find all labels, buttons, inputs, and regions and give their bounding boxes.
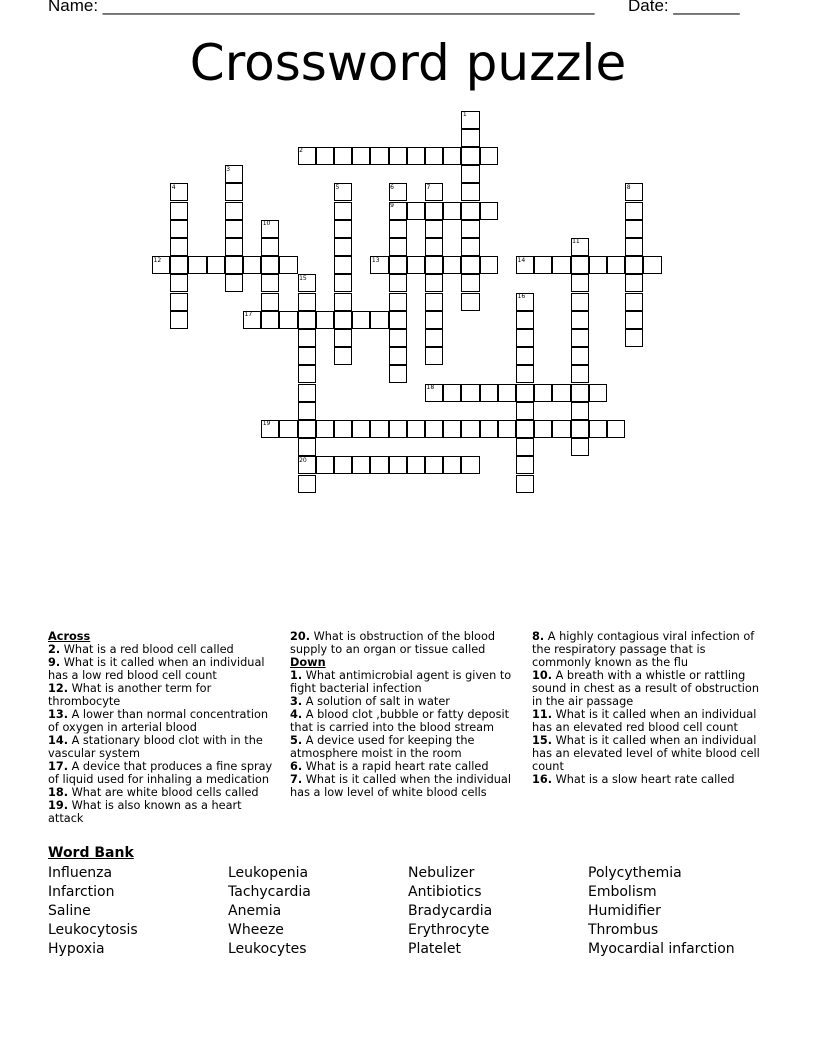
- grid-cell[interactable]: [443, 256, 461, 274]
- grid-cell[interactable]: [625, 274, 643, 292]
- grid-cell[interactable]: [461, 147, 479, 165]
- grid-cell[interactable]: [352, 311, 370, 329]
- clue-text: A lower than normal concentration of oxygen in arterial blood: [48, 708, 269, 734]
- grid-cell[interactable]: [461, 274, 479, 292]
- grid-cell[interactable]: [516, 311, 534, 329]
- clue-item: [290, 734, 522, 760]
- clue-number-label: 2.: [48, 643, 61, 656]
- grid-cell[interactable]: [389, 147, 407, 165]
- grid-cell[interactable]: [334, 329, 352, 347]
- grid-cell[interactable]: [370, 147, 388, 165]
- grid-cell[interactable]: [443, 147, 461, 165]
- grid-cell[interactable]: [571, 365, 589, 383]
- clue-number: 11: [572, 238, 580, 246]
- grid-cell[interactable]: [352, 147, 370, 165]
- clue-text: A device used for keeping the atmosphere moist in the room: [290, 734, 475, 760]
- grid-cell[interactable]: [425, 456, 443, 474]
- clue-number-label: 20.: [290, 630, 311, 643]
- grid-cell[interactable]: [461, 293, 479, 311]
- grid-cell[interactable]: [298, 420, 316, 438]
- grid-cell[interactable]: [316, 456, 334, 474]
- grid-cell[interactable]: [571, 420, 589, 438]
- word-bank-entry: Leukopenia: [228, 865, 309, 881]
- clue-number-label: 10.: [532, 669, 553, 682]
- grid-cell[interactable]: [389, 420, 407, 438]
- clue-item: [290, 630, 522, 656]
- clue-number-label: 8.: [532, 630, 545, 643]
- clue-item: [290, 695, 522, 708]
- grid-cell[interactable]: [334, 256, 352, 274]
- clue-number-label: 4.: [290, 708, 303, 721]
- word-bank-entry: Myocardial infarction: [588, 941, 735, 957]
- word-bank-column: [408, 864, 492, 959]
- grid-cell[interactable]: [389, 293, 407, 311]
- grid-cell[interactable]: [461, 420, 479, 438]
- grid-cell[interactable]: [225, 274, 243, 292]
- grid-cell[interactable]: [534, 256, 552, 274]
- grid-cell[interactable]: [643, 256, 661, 274]
- grid-cell[interactable]: [461, 202, 479, 220]
- grid-cell[interactable]: [334, 238, 352, 256]
- grid-cell[interactable]: [170, 256, 188, 274]
- clue-item: [290, 773, 522, 799]
- grid-cell[interactable]: [552, 384, 570, 402]
- grid-cell[interactable]: [298, 365, 316, 383]
- clue-number: 17: [244, 311, 253, 319]
- word-bank-title: Word Bank: [48, 845, 134, 861]
- clue-number-label: 19.: [48, 799, 69, 812]
- grid-cell[interactable]: [625, 293, 643, 311]
- grid-cell[interactable]: [279, 311, 297, 329]
- clue-item: [532, 708, 768, 734]
- clue-text: A stationary blood clot with in the vascular system: [48, 734, 263, 760]
- grid-cell[interactable]: [443, 384, 461, 402]
- grid-cell[interactable]: [571, 438, 589, 456]
- clue-number: 3: [226, 165, 231, 173]
- grid-cell[interactable]: [261, 274, 279, 292]
- clue-number-label: 9.: [48, 656, 61, 669]
- clues-column-3: [532, 630, 768, 786]
- grid-cell[interactable]: [516, 329, 534, 347]
- word-bank-entry: Saline: [48, 903, 91, 919]
- grid-cell[interactable]: [370, 420, 388, 438]
- clue-number: 16: [517, 293, 526, 300]
- word-bank-entry: Platelet: [408, 941, 462, 957]
- grid-cell[interactable]: [516, 402, 534, 420]
- word-bank-entry: Bradycardia: [408, 903, 493, 919]
- grid-cell[interactable]: [407, 202, 425, 220]
- crossword-grid: [0, 0, 816, 520]
- clue-number-label: 16.: [532, 773, 553, 786]
- clue-text: What is it called when the individual has a low level of white blood cells: [290, 773, 511, 799]
- clue-text: What is it called when an individual has an elevated red blood cell count: [532, 708, 757, 734]
- word-bank-entry: Nebulizer: [408, 865, 475, 881]
- grid-cell[interactable]: [298, 311, 316, 329]
- grid-cell[interactable]: [571, 311, 589, 329]
- grid-cell[interactable]: [425, 202, 443, 220]
- grid-cell[interactable]: [370, 456, 388, 474]
- grid-cell[interactable]: [516, 420, 534, 438]
- clue-number-label: 6.: [290, 760, 303, 773]
- clue-number-label: 11.: [532, 708, 553, 721]
- grid-cell[interactable]: [480, 256, 498, 274]
- grid-cell[interactable]: [461, 456, 479, 474]
- clue-item: [532, 669, 768, 708]
- grid-cell[interactable]: [225, 202, 243, 220]
- grid-cell[interactable]: [571, 329, 589, 347]
- clue-number-label: 13.: [48, 708, 69, 721]
- grid-cell[interactable]: [389, 329, 407, 347]
- clue-text: A highly contagious viral infection of the respiratory passage that is commonly known as the flu: [532, 630, 755, 669]
- grid-cell[interactable]: [334, 311, 352, 329]
- grid-cell[interactable]: [261, 311, 279, 329]
- grid-cell[interactable]: [225, 183, 243, 201]
- clue-item: [48, 760, 276, 786]
- grid-cell[interactable]: [571, 384, 589, 402]
- grid-cell[interactable]: [370, 311, 388, 329]
- grid-cell[interactable]: [589, 256, 607, 274]
- grid-cell[interactable]: [407, 147, 425, 165]
- grid-cell[interactable]: [625, 238, 643, 256]
- grid-cell[interactable]: [298, 329, 316, 347]
- clue-number: 18: [426, 384, 435, 391]
- grid-cell[interactable]: [625, 220, 643, 238]
- clue-item: [532, 630, 768, 669]
- grid-cell[interactable]: [170, 202, 188, 220]
- grid-cell[interactable]: [625, 256, 643, 274]
- grid-cell[interactable]: [389, 347, 407, 365]
- grid-cell[interactable]: [443, 456, 461, 474]
- grid-cell[interactable]: [625, 329, 643, 347]
- clue-item: [532, 773, 768, 786]
- word-bank-entry: Wheeze: [228, 922, 284, 938]
- grid-cell[interactable]: [571, 347, 589, 365]
- clue-text: What are white blood cells called: [68, 786, 259, 799]
- grid-cell[interactable]: [279, 256, 297, 274]
- grid-cell[interactable]: [279, 420, 297, 438]
- clue-number-label: 3.: [290, 695, 303, 708]
- clue-text: What is obstruction of the blood supply to an organ or tissue called: [290, 630, 496, 656]
- clue-number-label: 14.: [48, 734, 69, 747]
- grid-cell[interactable]: [516, 456, 534, 474]
- grid-cell[interactable]: [425, 147, 443, 165]
- grid-cell[interactable]: [516, 438, 534, 456]
- grid-cell[interactable]: [625, 202, 643, 220]
- clue-text: What is also known as a heart attack: [48, 799, 242, 825]
- grid-cell[interactable]: [480, 147, 498, 165]
- date-field-label: Date: _______: [628, 0, 740, 15]
- grid-cell[interactable]: [407, 256, 425, 274]
- word-bank-entry: Tachycardia: [228, 884, 311, 900]
- clue-item: [48, 799, 276, 825]
- clue-number: 1: [462, 111, 467, 118]
- grid-cell[interactable]: [480, 202, 498, 220]
- clue-number: 20: [299, 456, 307, 464]
- clue-item: [48, 656, 276, 682]
- grid-cell[interactable]: [261, 238, 279, 256]
- clue-number: 6: [390, 183, 394, 191]
- grid-cell[interactable]: [170, 274, 188, 292]
- grid-cell[interactable]: [334, 274, 352, 292]
- grid-cell[interactable]: [316, 420, 334, 438]
- grid-cell[interactable]: [170, 311, 188, 329]
- grid-cell[interactable]: [188, 256, 206, 274]
- word-bank-column: [228, 864, 311, 959]
- grid-cell[interactable]: [298, 402, 316, 420]
- grid-cell[interactable]: [298, 293, 316, 311]
- grid-cell[interactable]: [425, 420, 443, 438]
- grid-cell[interactable]: [389, 456, 407, 474]
- clue-number: 7: [426, 183, 431, 191]
- grid-cell[interactable]: [170, 293, 188, 311]
- clue-text: What is it called when an individual has a low red blood cell count: [48, 656, 265, 682]
- grid-cell[interactable]: [461, 384, 479, 402]
- word-bank-entry: Anemia: [228, 903, 282, 919]
- clue-number: 4: [171, 183, 176, 191]
- grid-cell[interactable]: [461, 165, 479, 183]
- grid-cell[interactable]: [389, 274, 407, 292]
- clue-number: 15: [299, 274, 307, 282]
- clue-number-label: 12.: [48, 682, 69, 695]
- clue-text: A solution of salt in water: [302, 695, 450, 708]
- grid-cell[interactable]: [225, 238, 243, 256]
- grid-cell[interactable]: [498, 384, 516, 402]
- clue-item: [48, 786, 276, 799]
- grid-cell[interactable]: [516, 365, 534, 383]
- grid-cell[interactable]: [516, 475, 534, 493]
- clues-column-1: [48, 630, 276, 825]
- grid-cell[interactable]: [480, 420, 498, 438]
- grid-cell[interactable]: [461, 129, 479, 147]
- clue-number: 12: [153, 256, 162, 264]
- grid-cell[interactable]: [261, 256, 279, 274]
- clue-text: What is a slow heart rate called: [552, 773, 735, 786]
- grid-cell[interactable]: [352, 420, 370, 438]
- clue-number: 13: [371, 256, 380, 264]
- grid-cell[interactable]: [534, 384, 552, 402]
- grid-cell[interactable]: [334, 220, 352, 238]
- clue-item: [48, 643, 276, 656]
- grid-cell[interactable]: [480, 384, 498, 402]
- clue-item: [48, 682, 276, 708]
- clue-item: [290, 708, 522, 734]
- grid-cell[interactable]: [334, 347, 352, 365]
- name-field-label: Name: ____________________________________________________: [48, 0, 595, 15]
- grid-cell[interactable]: [389, 365, 407, 383]
- grid-cell[interactable]: [571, 256, 589, 274]
- grid-cell[interactable]: [170, 220, 188, 238]
- word-bank-column: [588, 864, 735, 959]
- word-bank-entry: Influenza: [48, 865, 113, 881]
- grid-cell[interactable]: [461, 220, 479, 238]
- clue-item: [532, 734, 768, 773]
- grid-cell[interactable]: [425, 347, 443, 365]
- clue-number-label: 15.: [532, 734, 553, 747]
- grid-cell[interactable]: [571, 274, 589, 292]
- word-bank-entry: Hypoxia: [48, 941, 105, 957]
- grid-cell[interactable]: [589, 420, 607, 438]
- clue-number: 19: [262, 420, 271, 428]
- grid-cell[interactable]: [389, 311, 407, 329]
- clue-number: 9: [390, 202, 394, 209]
- clue-text: What antimicrobial agent is given to fight bacterial infection: [290, 669, 512, 695]
- clue-item: [290, 669, 522, 695]
- grid-cell[interactable]: [389, 256, 407, 274]
- grid-cell[interactable]: [425, 274, 443, 292]
- grid-cell[interactable]: [389, 220, 407, 238]
- grid-cell[interactable]: [607, 256, 625, 274]
- grid-cell[interactable]: [261, 293, 279, 311]
- clue-number: 10: [262, 220, 271, 228]
- grid-cell[interactable]: [461, 183, 479, 201]
- clue-number-label: 7.: [290, 773, 303, 786]
- word-bank-entry: Erythrocyte: [408, 922, 490, 938]
- grid-cell[interactable]: [516, 384, 534, 402]
- grid-cell[interactable]: [589, 384, 607, 402]
- grid-cell[interactable]: [607, 420, 625, 438]
- grid-cell[interactable]: [298, 475, 316, 493]
- grid-cell[interactable]: [534, 420, 552, 438]
- grid-cell[interactable]: [425, 329, 443, 347]
- grid-cell[interactable]: [334, 456, 352, 474]
- clue-number: 14: [517, 256, 526, 264]
- word-bank-entry: Thrombus: [588, 922, 659, 938]
- grid-cell[interactable]: [516, 347, 534, 365]
- grid-cell[interactable]: [425, 220, 443, 238]
- grid-cell[interactable]: [225, 220, 243, 238]
- clue-number-label: 5.: [290, 734, 303, 747]
- grid-cell[interactable]: [298, 384, 316, 402]
- clue-item: [290, 760, 522, 773]
- grid-cell[interactable]: [571, 402, 589, 420]
- grid-cell[interactable]: [298, 438, 316, 456]
- grid-cell[interactable]: [334, 420, 352, 438]
- grid-cell[interactable]: [461, 238, 479, 256]
- word-bank-column: [48, 864, 138, 959]
- grid-cell[interactable]: [334, 202, 352, 220]
- grid-cell[interactable]: [207, 256, 225, 274]
- grid-cell[interactable]: [425, 293, 443, 311]
- clue-item: [48, 708, 276, 734]
- word-bank-entry: Polycythemia: [588, 865, 682, 881]
- grid-cell[interactable]: [225, 256, 243, 274]
- clue-text: A device that produces a fine spray of liquid used for inhaling a medication: [48, 760, 273, 786]
- word-bank-entry: Antibiotics: [408, 884, 482, 900]
- down-heading: Down: [290, 656, 326, 669]
- word-bank-entry: Leukocytosis: [48, 922, 138, 938]
- grid-cell[interactable]: [243, 256, 261, 274]
- clue-number-label: 17.: [48, 760, 69, 773]
- clues-column-2: [290, 630, 522, 799]
- grid-cell[interactable]: [170, 238, 188, 256]
- clue-number-label: 18.: [48, 786, 69, 799]
- clue-item: [48, 734, 276, 760]
- word-bank-entry: Embolism: [588, 884, 657, 900]
- word-bank-entry: Humidifier: [588, 903, 661, 919]
- grid-cell[interactable]: [334, 147, 352, 165]
- word-bank-entry: Infarction: [48, 884, 115, 900]
- page-title: Crossword puzzle: [189, 34, 627, 92]
- grid-cell[interactable]: [552, 256, 570, 274]
- grid-cell[interactable]: [425, 311, 443, 329]
- clue-number: 8: [626, 183, 631, 191]
- clue-number-label: 1.: [290, 669, 303, 682]
- across-heading: Across: [48, 630, 91, 643]
- grid-cell[interactable]: [334, 293, 352, 311]
- clue-text: What is a rapid heart rate called: [302, 760, 489, 773]
- grid-cell[interactable]: [443, 202, 461, 220]
- clue-text: What is it called when an individual has an elevated level of white blood cell count: [532, 734, 760, 773]
- grid-cell[interactable]: [425, 238, 443, 256]
- grid-cell[interactable]: [625, 311, 643, 329]
- grid-cell[interactable]: [316, 311, 334, 329]
- grid-cell[interactable]: [389, 238, 407, 256]
- grid-cell[interactable]: [498, 420, 516, 438]
- clue-text: What is a red blood cell called: [60, 643, 234, 656]
- clue-text: What is another term for thrombocyte: [48, 682, 212, 708]
- word-bank-entry: Leukocytes: [228, 941, 307, 957]
- grid-cell[interactable]: [425, 256, 443, 274]
- grid-cell[interactable]: [352, 456, 370, 474]
- clue-number: 2: [299, 147, 303, 155]
- clue-text: A breath with a whistle or rattling sound in chest as a result of obstruction in the air passage: [532, 669, 759, 708]
- grid-cell[interactable]: [407, 456, 425, 474]
- grid-cell[interactable]: [443, 420, 461, 438]
- grid-cell[interactable]: [407, 420, 425, 438]
- grid-cell[interactable]: [298, 347, 316, 365]
- grid-cell[interactable]: [552, 420, 570, 438]
- clue-text: A blood clot ,bubble or fatty deposit that is carried into the blood stream: [290, 708, 510, 734]
- grid-cell[interactable]: [461, 256, 479, 274]
- grid-cell[interactable]: [316, 147, 334, 165]
- grid-cell[interactable]: [571, 293, 589, 311]
- clue-number: 5: [335, 183, 340, 191]
